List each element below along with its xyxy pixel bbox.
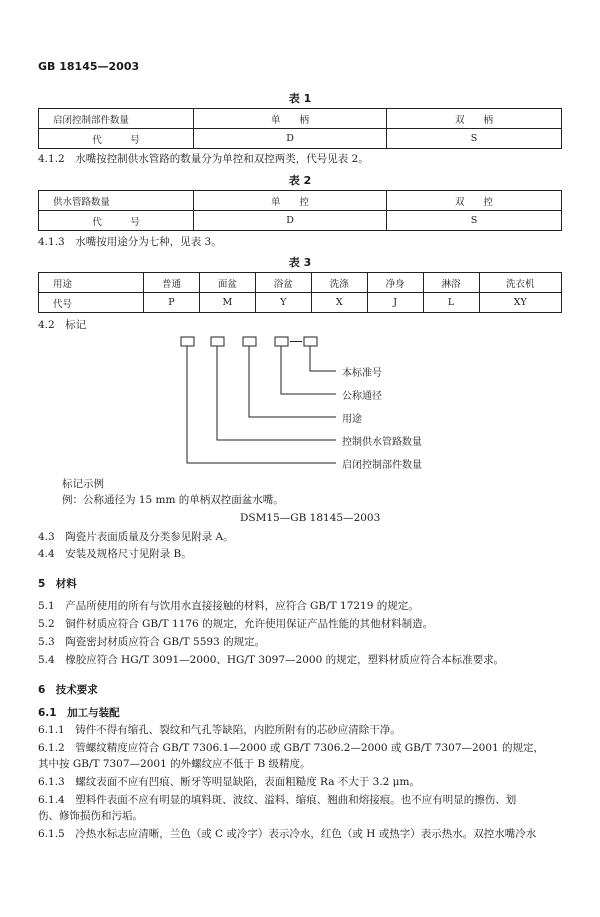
example-text: 例：公称通径为 15 mm 的单柄双控面盆水嘴。 bbox=[62, 494, 284, 506]
marking-box bbox=[181, 337, 194, 346]
para-5-2: 5.2 铜件材质应符合 GB/T 1176 的规定，允许使用保证产品性能的其他材料制造。 bbox=[38, 618, 434, 630]
marking-label-supply-lines: 控制供水管路数量 bbox=[342, 437, 422, 448]
leader-line bbox=[217, 346, 336, 440]
section-6-1: 6.1 加工与装配 bbox=[38, 707, 120, 719]
marking-label-control-parts: 启闭控制部件数量 bbox=[342, 460, 422, 471]
table-cell: M bbox=[199, 293, 255, 313]
para-4-4: 4.4 安装及规格尺寸见附录 B。 bbox=[38, 548, 192, 560]
table-cell: 代 号 bbox=[39, 211, 194, 231]
table-cell: D bbox=[194, 211, 387, 231]
table2-caption: 表 2 bbox=[288, 174, 312, 187]
para-6-1-5: 6.1.5 冷热水标志应清晰，兰色（或 C 或冷字）表示冷水，红色（或 H 或热字）表示热水。双控水嘴冷水 bbox=[38, 828, 537, 840]
table-cell: Y bbox=[255, 293, 311, 313]
para-4-3: 4.3 陶瓷片表面质量及分类参见附录 A。 bbox=[38, 531, 234, 543]
marking-box bbox=[243, 337, 256, 346]
para-4-1-3: 4.1.3 水嘴按用途分为七种，见表 3。 bbox=[38, 236, 222, 248]
table-cell: 双 柄 bbox=[387, 109, 562, 129]
para-6-1-2-line2: 其中按 GB/T 7307—2001 的外螺纹应不低于 B 级精度。 bbox=[38, 758, 311, 770]
para-6-1-3: 6.1.3 螺纹表面不应有凹痕、断牙等明显缺陷，表面粗糙度 Ra 不大于 3.2 μm。 bbox=[38, 776, 420, 788]
table-cell: S bbox=[387, 129, 562, 149]
para-5-3: 5.3 陶瓷密封材质应符合 GB/T 5593 的规定。 bbox=[38, 636, 266, 648]
example-title: 标记示例 bbox=[62, 478, 104, 490]
table-row bbox=[39, 191, 562, 211]
para-4-1-2: 4.1.2 水嘴按控制供水管路的数量分为单控和双控两类，代号见表 2。 bbox=[38, 153, 369, 165]
example-code: DSM15—GB 18145—2003 bbox=[240, 512, 381, 524]
table-cell: P bbox=[144, 293, 200, 313]
table3 bbox=[38, 272, 562, 313]
table-cell: XY bbox=[479, 293, 561, 313]
marking-box bbox=[275, 337, 288, 346]
table-cell: 用途 bbox=[39, 273, 144, 293]
marking-label-nominal-diameter: 公称通径 bbox=[342, 391, 382, 402]
para-6-1-4-line1: 6.1.4 塑料件表面不应有明显的填料斑、波纹、溢料、缩痕、翘曲和熔接痕。也不应有明显的擦伤、划 bbox=[38, 794, 517, 806]
section-6: 6 技术要求 bbox=[38, 684, 98, 696]
table-cell: D bbox=[194, 129, 387, 149]
para-6-1-4-line2: 伤、修饰损伤和污垢。 bbox=[38, 810, 143, 822]
table-cell: 启闭控制部件数量 bbox=[39, 109, 194, 129]
table-cell: 代 号 bbox=[39, 129, 194, 149]
leader-line bbox=[187, 346, 336, 463]
marking-label-standard-no: 本标准号 bbox=[342, 368, 382, 379]
table-cell: 洗涤 bbox=[311, 273, 367, 293]
para-6-1-2-line1: 6.1.2 管螺纹精度应符合 GB/T 7306.1—2000 或 GB/T 7306.2—2000 或 GB/T 7307—2001 的规定， bbox=[38, 742, 545, 754]
table-cell: 普通 bbox=[144, 273, 200, 293]
marking-label-usage: 用途 bbox=[342, 414, 362, 425]
table-cell: 面盆 bbox=[199, 273, 255, 293]
table-row bbox=[39, 129, 562, 149]
para-5-1: 5.1 产品所使用的所有与饮用水直接接触的材料，应符合 GB/T 17219 的规定。 bbox=[38, 600, 419, 612]
marking-box bbox=[211, 337, 224, 346]
table-cell: 单 柄 bbox=[194, 109, 387, 129]
table-cell: J bbox=[367, 293, 423, 313]
marking-diagram bbox=[170, 330, 340, 470]
table2 bbox=[38, 190, 562, 231]
table-row bbox=[39, 273, 562, 293]
standard-header: GB 18145—2003 bbox=[38, 60, 140, 73]
para-6-1-1: 6.1.1 铸件不得有缩孔、裂纹和气孔等缺陷，内腔所附有的芯砂应清除干净。 bbox=[38, 724, 401, 736]
section-4-2: 4.2 标记 bbox=[38, 319, 87, 331]
table-cell: X bbox=[311, 293, 367, 313]
table-cell: S bbox=[387, 211, 562, 231]
leader-line bbox=[281, 346, 336, 394]
para-5-4: 5.4 橡胶应符合 HG/T 3091—2000、HG/T 3097—2000 的规定，塑料材质应符合本标准要求。 bbox=[38, 654, 505, 666]
table-row bbox=[39, 109, 562, 129]
marking-box bbox=[304, 337, 317, 346]
section-5: 5 材料 bbox=[38, 578, 77, 590]
table-cell: 双 控 bbox=[387, 191, 562, 211]
table3-caption: 表 3 bbox=[288, 256, 312, 269]
table-cell: 浴盆 bbox=[255, 273, 311, 293]
table-cell: 洗衣机 bbox=[479, 273, 561, 293]
leader-line bbox=[249, 346, 336, 417]
table-row bbox=[39, 293, 562, 313]
table-cell: 代号 bbox=[39, 293, 144, 313]
table-cell: 净身 bbox=[367, 273, 423, 293]
table-cell: 淋浴 bbox=[423, 273, 479, 293]
leader-line bbox=[310, 346, 336, 371]
table1-caption: 表 1 bbox=[288, 92, 312, 105]
table-cell: 供水管路数量 bbox=[39, 191, 194, 211]
table-row bbox=[39, 211, 562, 231]
table-cell: 单 控 bbox=[194, 191, 387, 211]
table-cell: L bbox=[423, 293, 479, 313]
table1 bbox=[38, 108, 562, 149]
